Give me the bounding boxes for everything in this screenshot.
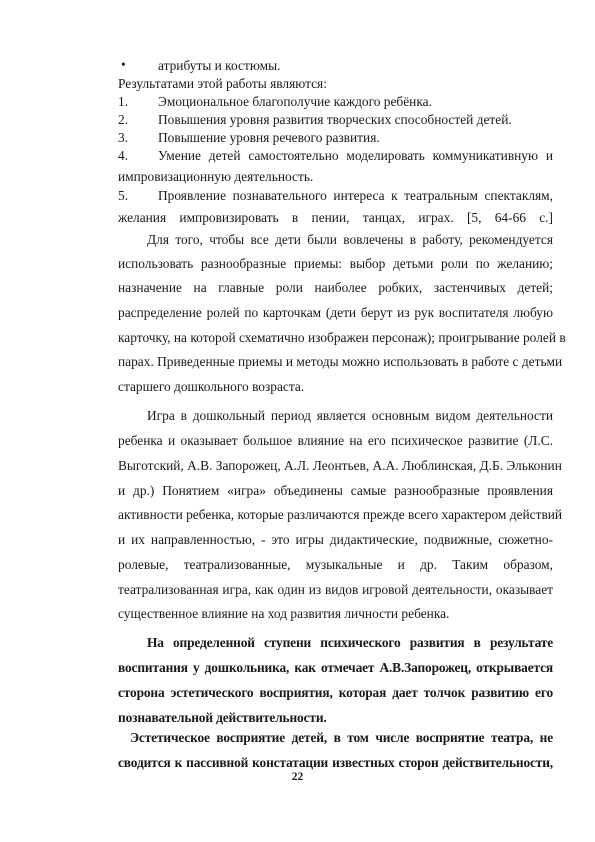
list-item-number: 1. [118,94,129,109]
paragraph-line: назначение на главные роли наиболее робких, застенчивых детей; [118,280,553,295]
list-item-number: 5. [118,188,129,203]
list-item-number: 3. [118,130,129,145]
list-item-text: Проявление познавательного интереса к театральным спектаклям, [158,188,553,203]
paragraph-line-bold: Эстетическое восприятие детей, в том числе восприятие театра, не [130,730,553,745]
paragraph-line: существенное влияние на ход развития личности ребенка. [118,606,450,621]
paragraph-line-bold: познавательной действительности. [118,710,327,725]
paragraph-line: карточку, на которой схематично изображен персонаж); проигрывание ролей в [118,330,566,345]
paragraph-line: театрализованная игра, как один из видов игровой деятельности, оказывает [118,582,553,597]
list-item-continuation: импровизационную деятельность. [118,169,314,184]
paragraph-line: старшего дошкольного возраста. [118,379,305,394]
paragraph-line: активности ребенка, которые различаются прежде всего характером действий [118,507,563,522]
list-item-continuation: желания импровизировать в пении, танцах, играх. [5, 64-66 с.] [118,210,553,225]
paragraph-line: ролевые, театрализованные, музыкальные и др. Таким образом, [118,557,553,572]
paragraph-line: распределение ролей по карточкам (дети берут из рук воспитателя любую [118,305,553,320]
paragraph-line: ребенка и оказывает большое влияние на его психическое развитие (Л.С. [118,433,553,448]
bullet-symbol: • [121,57,126,72]
list-item-text: Повышение уровня речевого развития. [158,130,380,145]
paragraph-line: использовать разнообразные приемы: выбор детьми роли по желанию; [118,256,553,271]
list-item-number: 2. [118,112,129,127]
paragraph-line: и др.) Понятием «игра» объединены самые разнообразные проявления [118,483,553,498]
paragraph-line-bold: воспитания у дошкольника, как отмечает А.В.Запорожец, открывается [118,660,553,675]
list-item-number: 4. [118,148,129,163]
paragraph-line-bold: сторона эстетического восприятия, которая дает толчок развитию его [118,685,553,700]
list-item-text: Повышения уровня развития творческих способностей детей. [158,112,512,127]
list-item-text: Умение детей самостоятельно моделировать коммуникативную и [158,148,553,163]
paragraph-line: Выготский, А.В. Запорожец, А.Л. Леонтьев, А.А. Люблинская, Д.Б. Эльконин [118,458,562,473]
paragraph-line-bold: сводится к пассивной констатации известных сторон действительности, [118,755,553,770]
paragraph-line-bold: На определенной ступени психического развития в результате [147,635,553,650]
paragraph-line: парах. Приведенные приемы и методы можно использовать в работе с детьми [118,354,563,369]
paragraph-line: Для того, чтобы все дети были вовлечены в работу, рекомендуется [147,232,553,247]
list-item-text: Эмоциональное благополучие каждого ребёнка. [158,94,432,109]
paragraph-line: и их направленностью, - это игры дидактические, подвижные, сюжетно- [118,532,553,547]
paragraph-line: Игра в дошкольный период является основным видом деятельности [147,408,553,423]
bullet-item-text: атрибуты и костюмы. [158,58,281,73]
page-number: 22 [291,771,304,783]
results-intro: Результатами этой работы являются: [118,76,327,91]
